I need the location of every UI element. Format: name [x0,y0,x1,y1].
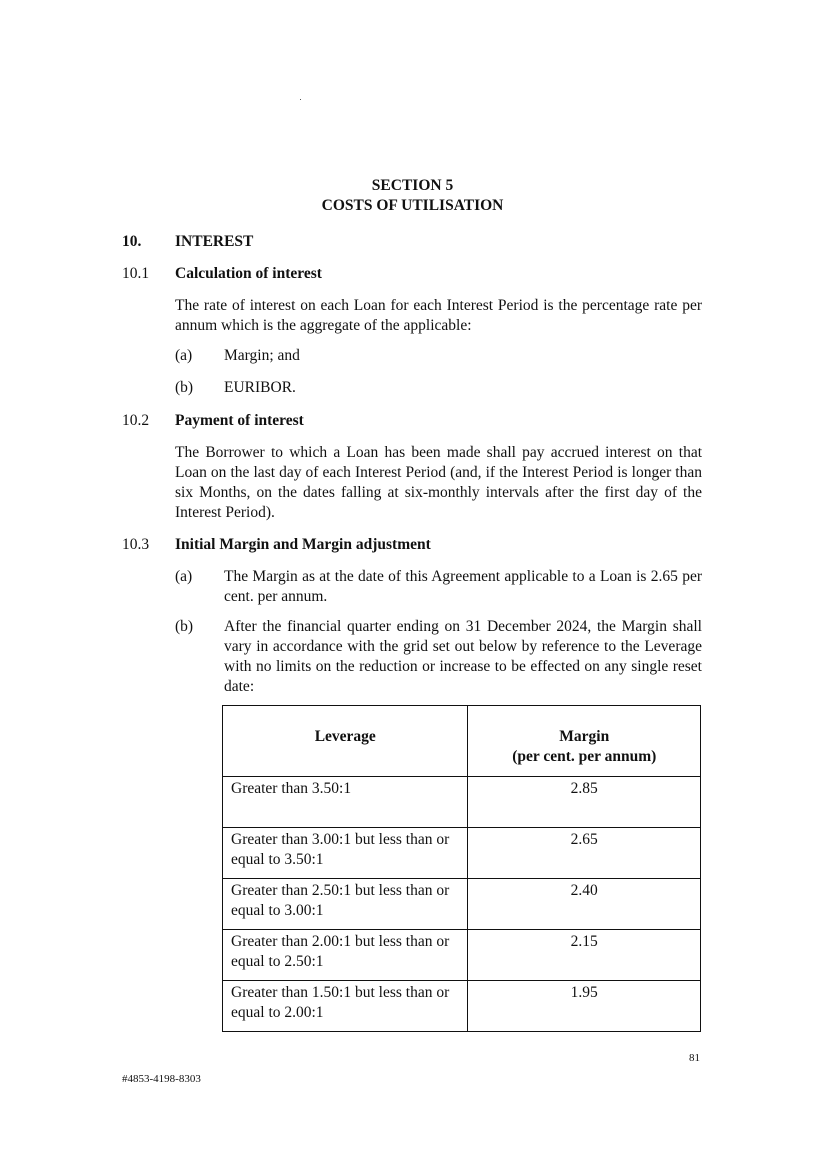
table-row [223,930,701,981]
margin-cell: 2.85 [468,777,701,828]
list-marker: (b) [175,618,194,635]
clause-number: 10. [122,233,142,250]
list-item: The Margin as at the date of this Agreement applicable to a Loan is 2.65 per cent. per annum. [224,568,702,605]
list-item: EURIBOR. [224,379,296,396]
leverage-cell: Greater than 3.50:1 [223,777,468,828]
list-marker: (b) [175,379,194,396]
table-header-row [223,706,701,777]
section-number: SECTION 5 [371,177,454,194]
subclause-number-10-2: 10.2 [122,412,150,429]
table-row [223,981,701,1032]
margin-cell: 2.15 [468,930,701,981]
margin-grid-table [222,705,701,1032]
subclause-title-10-1: Calculation of interest [175,265,322,282]
subclause-title-10-3: Initial Margin and Margin adjustment [175,536,431,553]
margin-cell: 2.40 [468,879,701,930]
list-item: After the financial quarter ending on 31 December 2024, the Margin shall vary in accordance with the grid set out below by reference to the Leverage with no limits on the reduction or increase to be effected on any single reset date: [224,618,702,695]
table-row [223,879,701,930]
table-row [223,777,701,828]
list-item: Margin; and [224,347,300,364]
stray-mark [300,99,301,100]
page-number: 81 [689,1052,700,1064]
table-row [223,828,701,879]
subclause-number-10-3: 10.3 [122,536,150,553]
list-marker: (a) [175,347,193,364]
clause-title: INTEREST [175,233,254,250]
subclause-title-10-2: Payment of interest [175,412,304,429]
margin-cell: 2.65 [468,828,701,879]
leverage-cell: Greater than 3.00:1 but less than or equal to 3.50:1 [223,828,468,879]
list-marker: (a) [175,568,193,585]
subclause-number-10-1: 10.1 [122,265,150,282]
subclause-body-10-2: The Borrower to which a Loan has been made shall pay accrued interest on that Loan on the last day of each Interest Period (and, if the Interest Period is longer than six Months, on the dates falling at six-monthly intervals after the first day of the Interest Period). [175,444,702,521]
header-leverage: Leverage [223,706,468,777]
header-margin-line2: (per cent. per annum) [512,748,657,765]
margin-cell: 1.95 [468,981,701,1032]
section-title: COSTS OF UTILISATION [321,197,504,214]
header-margin-line1: Margin [559,728,610,745]
leverage-cell: Greater than 2.50:1 but less than or equal to 3.00:1 [223,879,468,930]
subclause-body-10-1: The rate of interest on each Loan for each Interest Period is the percentage rate per annum which is the aggregate of the applicable: [175,297,702,334]
leverage-cell: Greater than 2.00:1 but less than or equal to 2.50:1 [223,930,468,981]
document-reference: #4853-4198-8303 [122,1073,201,1085]
leverage-cell: Greater than 1.50:1 but less than or equal to 2.00:1 [223,981,468,1032]
header-margin [468,706,701,777]
